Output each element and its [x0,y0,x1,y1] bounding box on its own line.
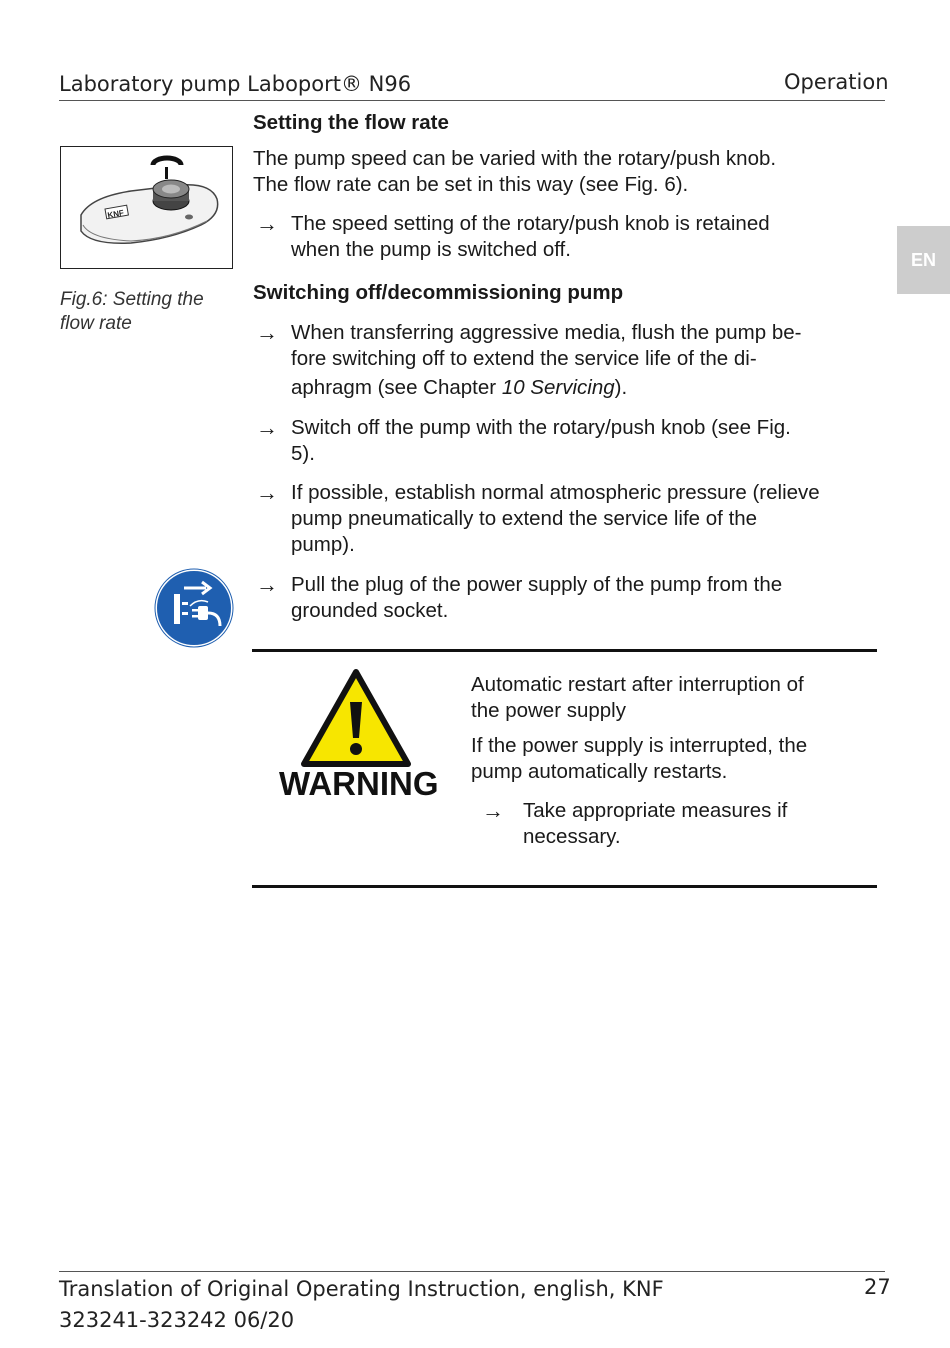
warning-title-line1: Automatic restart after interruption of [471,673,804,696]
switching-off-heading: Switching off/decommissioning pump [253,281,624,304]
footer-rule [59,1271,885,1272]
language-tab[interactable]: EN [897,226,950,294]
warning-triangle-icon [300,668,412,773]
flow-rate-bullet-line1: The speed setting of the rotary/push knob is retained [291,212,770,235]
bullet-2-line2: 5). [291,442,315,465]
figure-6-caption-line2: flow rate [60,313,132,334]
bullet-1-line1: When transferring aggressive media, flush the pump be- [291,321,802,344]
warning-text-line1: If the power supply is interrupted, the [471,734,808,757]
footer-line2: 323241-323242 06/20 [59,1308,295,1332]
warning-action-line2: necessary. [523,825,621,848]
flow-rate-para-line2: The flow rate can be set in this way (see Fig. 6). [253,173,689,196]
flow-rate-bullet-line2: when the pump is switched off. [291,238,571,261]
warning-top-rule [252,649,877,652]
warning-bottom-rule [252,885,877,888]
bullet-4-line2: grounded socket. [291,599,449,622]
flow-rate-heading: Setting the flow rate [253,111,449,134]
warning-signal-word: WARNING [279,765,439,802]
bullet-3-line2: pump pneumatically to extend the service life of the [291,507,758,530]
arrow-right-icon: → [256,415,278,440]
arrow-right-icon: → [256,480,278,505]
bullet-3-line3: pump). [291,533,355,556]
arrow-right-icon: → [256,320,278,345]
switching-off-bullet-2 [256,415,881,467]
flow-rate-para-line1: The pump speed can be varied with the rotary/push knob. [253,147,777,170]
switching-off-bullet-3 [256,480,881,558]
chapter-reference: 10 Servicing [501,376,615,399]
bullet-1-line2: fore switching off to extend the service life of the di- [291,347,757,370]
unplug-mandatory-icon [154,568,234,653]
bullet-1-line3-post: ). [614,376,628,399]
header-rule [59,100,885,101]
bullet-1-line3 [291,375,881,401]
arrow-right-icon: → [256,211,278,236]
header-section: Operation [784,70,889,94]
arrow-right-icon: → [482,798,504,823]
device-label: KNF [106,208,125,220]
page-number: 27 [864,1275,891,1299]
warning-text-line2: pump automatically restarts. [471,760,728,783]
bullet-1-line3-pre: aphragm (see Chapter [291,376,502,399]
footer-line1: Translation of Original Operating Instruction, english, KNF [59,1277,664,1301]
warning-action-line1: Take appropriate measures if [523,799,788,822]
warning-action [482,798,872,850]
pump-knob-illustration [61,147,232,268]
header-product: Laboratory pump Laboport® N96 [59,72,412,96]
bullet-4-line1: Pull the plug of the power supply of the pump from the [291,573,783,596]
figure-6-frame [60,146,233,269]
arrow-right-icon: → [256,572,278,597]
bullet-3-line1: If possible, establish normal atmospheric pressure (relieve [291,481,820,504]
switching-off-bullet-4 [256,572,881,624]
figure-6-caption-line1: Fig.6: Setting the [60,289,204,310]
switching-off-bullet-1 [256,320,881,401]
warning-title-line2: the power supply [471,699,626,722]
flow-rate-bullet [256,211,876,263]
bullet-2-line1: Switch off the pump with the rotary/push knob (see Fig. [291,416,791,439]
